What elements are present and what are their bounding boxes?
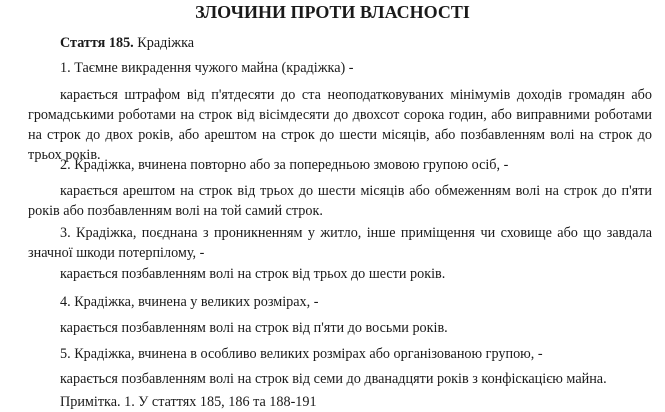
clause-2: 2. Крадіжка, вчинена повторно або за попередньою змовою групою осіб, - (60, 157, 509, 173)
clause-4: 4. Крадіжка, вчинена у великих розмірах, - (60, 294, 319, 310)
article-name: Крадіжка (137, 35, 195, 51)
penalty-1: карається штрафом від п'ятдесяти до ста неоподатковуваних мінімумів доходів громадян або громадськими роботами на строк від вісімдесяти до двохсот сорока годин, або виправними роботами на строк до двох років, або арештом на строк до шести місяців, або позбавленням волі на строк до трьох років. (28, 87, 652, 163)
article-number: Стаття 185. (60, 35, 134, 51)
clause-5: 5. Крадіжка, вчинена в особливо великих розмірах або організованою групою, - (60, 346, 543, 362)
note: Примітка. 1. У статтях 185, 186 та 188-191 (60, 394, 317, 410)
section-title: ЗЛОЧИНИ ПРОТИ ВЛАСНОСТІ (195, 2, 470, 22)
clause-1: 1. Таємне викрадення чужого майна (крадіжка) - (60, 60, 354, 76)
article-heading (60, 33, 194, 53)
penalty-4: карається позбавленням волі на строк від п'яти до восьми років. (60, 320, 448, 336)
penalty-5: карається позбавленням волі на строк від семи до дванадцяти років з конфіскацією майна. (60, 371, 607, 387)
clause-3: 3. Крадіжка, поєднана з проникненням у житло, інше приміщення чи сховище або що завдала значної шкоди потерпілому, - (28, 225, 652, 261)
penalty-3: карається позбавленням волі на строк від трьох до шести років. (60, 266, 446, 282)
penalty-2: карається арештом на строк від трьох до шести місяців або обмеженням волі на строк до п'яти років або позбавленням волі на той самий строк. (28, 183, 652, 219)
